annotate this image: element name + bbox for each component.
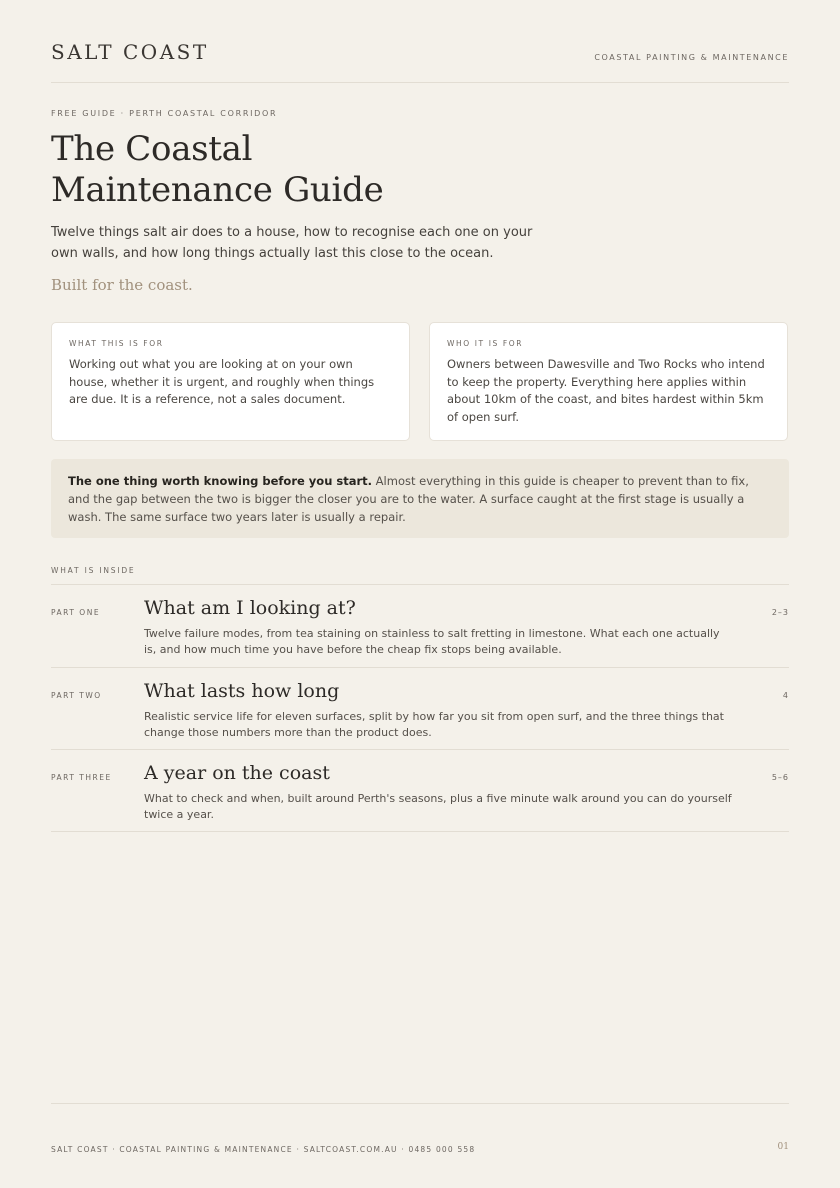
table-of-contents — [51, 584, 789, 832]
brand-wordmark: SALT COAST — [51, 40, 209, 64]
toc-page-range: 4 — [782, 691, 789, 700]
toc-part-label: PART TWO — [51, 691, 102, 700]
title-line-1: The Coastal — [51, 129, 253, 169]
toc-part-label: PART ONE — [51, 608, 101, 617]
header-divider — [51, 82, 789, 83]
toc-title: What lasts how long — [144, 680, 340, 702]
toc-description: Realistic service life for eleven surfaces, split by how far you sit from open surf, and the three things that change those numbers more than the product does. — [144, 710, 724, 739]
title-line-2: Maintenance Guide — [51, 170, 384, 210]
toc-entry-part-two[interactable] — [51, 668, 789, 750]
toc-description: What to check and when, built around Perth's seasons, plus a five minute walk around you can do yourself twice a year. — [144, 792, 732, 821]
callout-body: Almost everything in this guide is cheaper to prevent than to fix, and the gap between the two is bigger the closer you are to the water. A surface caught at the first stage is usually a wash. The same surface two years later is usually a repair. — [68, 474, 749, 524]
toc-part-label: PART THREE — [51, 773, 112, 782]
key-insight-callout — [51, 459, 789, 538]
brand-tagline: COASTAL PAINTING & MAINTENANCE — [594, 53, 789, 62]
footer-divider — [51, 1103, 789, 1104]
page-number: 01 — [777, 1142, 789, 1152]
card-label: WHO IT IS FOR — [447, 339, 524, 348]
toc-entry-part-one[interactable] — [51, 585, 789, 668]
guide-eyebrow: FREE GUIDE · PERTH COASTAL CORRIDOR — [51, 109, 278, 118]
card-label: WHAT THIS IS FOR — [69, 339, 164, 348]
toc-title: A year on the coast — [144, 762, 330, 784]
card-what-this-is-for — [51, 322, 410, 441]
toc-page-range: 2–3 — [771, 608, 789, 617]
card-body: Owners between Dawesville and Two Rocks who intend to keep the property. Everything here applies within about 10km of the coast, and bites hardest within 5km of open surf. — [447, 357, 765, 424]
contents-label: WHAT IS INSIDE — [51, 566, 136, 575]
toc-description: Twelve failure modes, from tea staining on stainless to salt fretting in limestone. What each one actually is, and how much time you have before the cheap fix stops being available. — [144, 627, 720, 656]
callout-lead: The one thing worth knowing before you start. — [68, 474, 373, 488]
document-page — [51, 0, 789, 1188]
card-who-it-is-for — [429, 322, 788, 441]
card-body: Working out what you are looking at on your own house, whether it is urgent, and roughly when things are due. It is a reference, not a sales document. — [69, 357, 375, 406]
footer-contact-line: SALT COAST · COASTAL PAINTING & MAINTENANCE · SALTCOAST.COM.AU · 0485 000 558 — [51, 1145, 476, 1154]
signature-line: Built for the coast. — [51, 276, 193, 294]
toc-title: What am I looking at? — [144, 597, 356, 619]
page-title — [51, 129, 511, 211]
toc-page-range: 5–6 — [771, 773, 789, 782]
toc-entry-part-three[interactable] — [51, 750, 789, 832]
intro-paragraph: Twelve things salt air does to a house, how to recognise each one on your own walls, and how long things actually last this close to the ocean. — [51, 225, 533, 261]
